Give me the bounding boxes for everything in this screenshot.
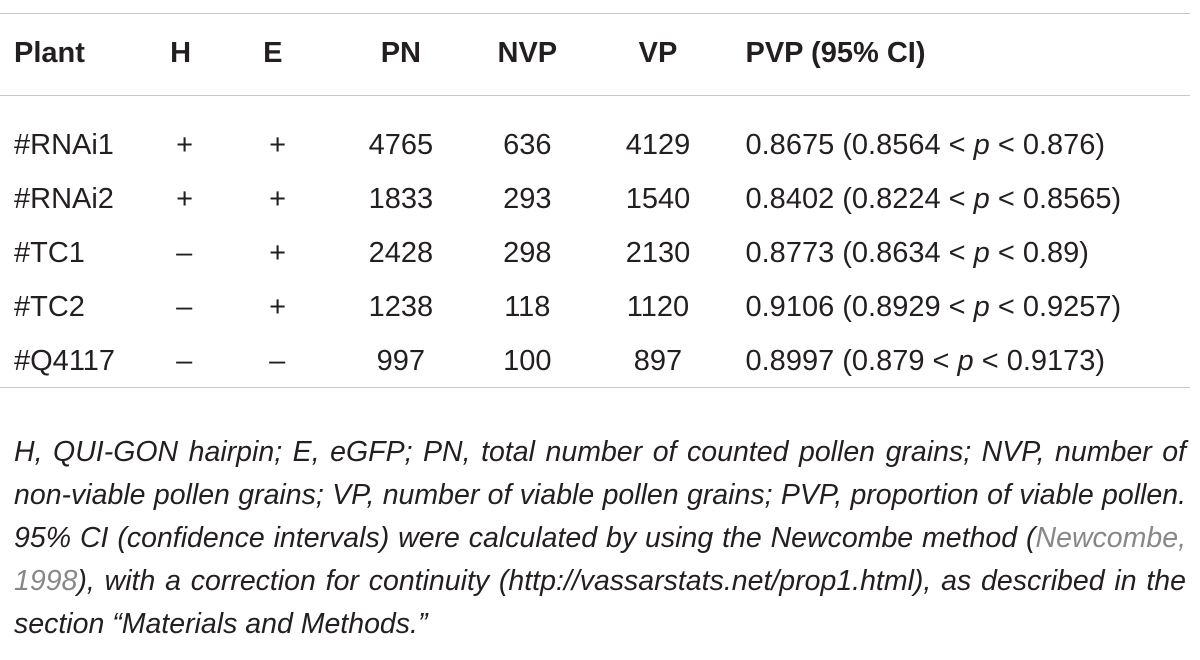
table-cell: 897 [633, 344, 683, 377]
column-header: NVP [497, 37, 558, 69]
table-cell: 118 [504, 290, 551, 323]
table-cell: + [269, 182, 287, 215]
citation-link[interactable]: Newcombe, 1998 [14, 521, 1186, 597]
table-row [0, 280, 1200, 334]
table-cell: 0.8773 (0.8634 < p < 0.89) [745, 236, 1089, 269]
table-cell: #RNAi2 [14, 182, 114, 215]
table-cell: #Q4117 [14, 344, 116, 377]
table-cell: 4129 [625, 128, 691, 161]
table-row [0, 334, 1200, 388]
variable-p: p [973, 236, 990, 269]
table-cell: 0.8402 (0.8224 < p < 0.8565) [745, 182, 1122, 215]
footnote-text-continued: ), with a correction for continuity (http://vassarstats.net/prop1.html), as described in the section “Materials and Methods.” [14, 564, 1186, 640]
variable-p: p [973, 182, 990, 215]
table-cell: – [176, 344, 193, 377]
variable-p: p [957, 344, 974, 377]
header-row [0, 14, 1200, 93]
table-cell: 293 [503, 182, 552, 215]
pollen-viability-table [0, 14, 1200, 388]
table-cell: 0.8997 (0.879 < p < 0.9173) [745, 344, 1106, 377]
table-cell: 1238 [368, 290, 434, 323]
table-cell: 100 [503, 344, 552, 377]
table-cell: + [176, 182, 194, 215]
column-header: PN [380, 37, 421, 69]
column-header: H [170, 37, 192, 69]
column-header: Plant [14, 37, 85, 69]
table-cell: – [176, 290, 193, 323]
table-cell: – [176, 236, 193, 269]
variable-p: p [973, 128, 990, 161]
table-cell: 0.8675 (0.8564 < p < 0.876) [745, 128, 1106, 161]
table-cell: – [269, 344, 286, 377]
table-cell: 298 [503, 236, 552, 269]
table-footnote [14, 431, 1186, 646]
table-cell: 4765 [368, 128, 434, 161]
footnote-text: H, QUI-GON hairpin; E, eGFP; PN, total number of counted pollen grains; NVP, number of non-viable pollen grains; VP, number of viable pollen grains; PVP, proportion of viable pollen. 95% CI (confidence intervals) were calculated by using the Newcombe method ( [14, 435, 1186, 554]
column-header: PVP (95% CI) [745, 37, 926, 69]
table-cell: + [269, 290, 287, 323]
table-cell: #RNAi1 [14, 128, 114, 161]
table-cell: 636 [503, 128, 552, 161]
table-row [0, 172, 1200, 226]
table-cell: 997 [376, 344, 426, 377]
table-cell: #TC2 [14, 290, 85, 323]
table-cell: + [269, 128, 287, 161]
table-cell: + [176, 128, 194, 161]
variable-p: p [973, 290, 990, 323]
table-cell: #TC1 [14, 236, 85, 269]
table-cell: 1540 [625, 182, 691, 215]
column-header: E [263, 37, 283, 69]
table-cell: 2130 [625, 236, 691, 269]
table-row [0, 226, 1200, 280]
table-cell: 0.9106 (0.8929 < p < 0.9257) [745, 290, 1122, 323]
table-cell: 1833 [368, 182, 434, 215]
table-cell: 2428 [368, 236, 434, 269]
table-cell: 1120 [626, 290, 690, 323]
table-row [0, 93, 1200, 172]
table-cell: + [269, 236, 287, 269]
column-header: VP [638, 37, 678, 69]
